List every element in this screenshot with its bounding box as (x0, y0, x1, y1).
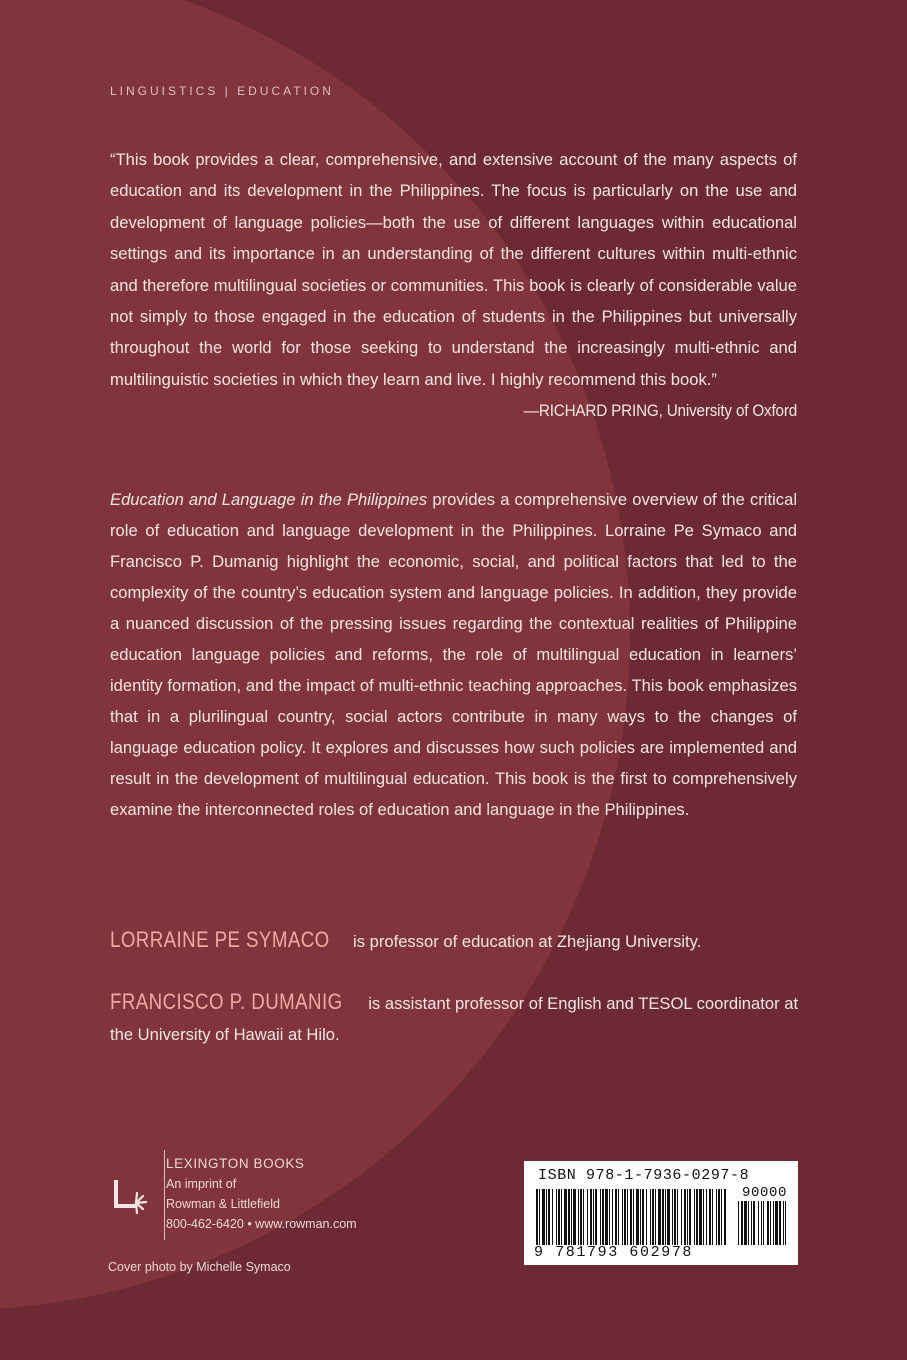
publisher-text (166, 1154, 357, 1234)
author-bio-text-1: is professor of education at Zhejiang University. (353, 932, 702, 951)
publisher-contact: 800-462-6420 • www.rowman.com (166, 1217, 357, 1231)
author-bio-2 (110, 986, 810, 1050)
publisher-divider (164, 1150, 165, 1240)
publisher-block (110, 1150, 430, 1240)
imprint-line-1: An imprint of (166, 1177, 237, 1191)
quote-attribution: —RICHARD PRING, University of Oxford (523, 401, 797, 421)
price-code: 90000 (742, 1185, 788, 1201)
author-bio-text-2: is assistant professor of English and TESOL coordinator at the University of Hawaii at Hilo. (110, 994, 799, 1044)
category-label: LINGUISTICS | EDUCATION (110, 84, 334, 98)
endorsement-quote (110, 144, 797, 427)
isbn-number: ISBN 978-1-7936-0297-8 (538, 1167, 750, 1184)
author-bio-1 (110, 924, 810, 957)
barcode-number: 9 781793 602978 (534, 1244, 694, 1261)
isbn-barcode (524, 1161, 798, 1265)
cover-photo-credit: Cover photo by Michelle Symaco (108, 1260, 291, 1274)
description-text: provides a comprehensive overview of the critical role of education and language development in the Philippines. Lorraine Pe Symaco and Francisco P. Dumanig highlight the economic, social, and political factors that led to the complexity of the country’s education system and language policies. In addition, they provide a nuanced discussion of the pressing issues regarding the contextual realities of Philippine education language policies and reforms, the role of multilingual education in learners’ identity formation, and the impact of multi-ethnic teaching approaches. This book emphasizes that in a plurilingual country, social actors contribute in many ways to the changes of language education policy. It explores and discusses how such policies are implemented and result in the development of multilingual education. This book is the first to comprehensively examine the interconnected roles of education and language in the Philippines. (110, 490, 798, 819)
author-name-2: FRANCISCO P. DUMANIG (110, 989, 343, 1014)
publisher-logo-icon (110, 1176, 150, 1216)
barcode-bars (536, 1189, 788, 1245)
imprint-line-2: Rowman & Littlefield (166, 1197, 280, 1211)
quote-text: “This book provides a clear, comprehensive, and extensive account of the many aspects of education and its development in the Philippines. The focus is particularly on the use and development of language policies—both the use of different languages within educational settings and its importance in an understanding of the different cultures within multi-ethnic and therefore multilingual societies or communities. This book is clearly of considerable value not simply to those engaged in the education of students in the Philippines but universally throughout the world for those seeking to understand the increasingly multi-ethnic and multilinguistic societies in which they learn and live. I highly recommend this book.” (110, 150, 797, 389)
author-name-1: LORRAINE PE SYMACO (110, 927, 330, 952)
book-description (110, 484, 797, 825)
book-title: Education and Language in the Philippines (110, 490, 428, 509)
publisher-name: LEXINGTON BOOKS (166, 1156, 305, 1171)
